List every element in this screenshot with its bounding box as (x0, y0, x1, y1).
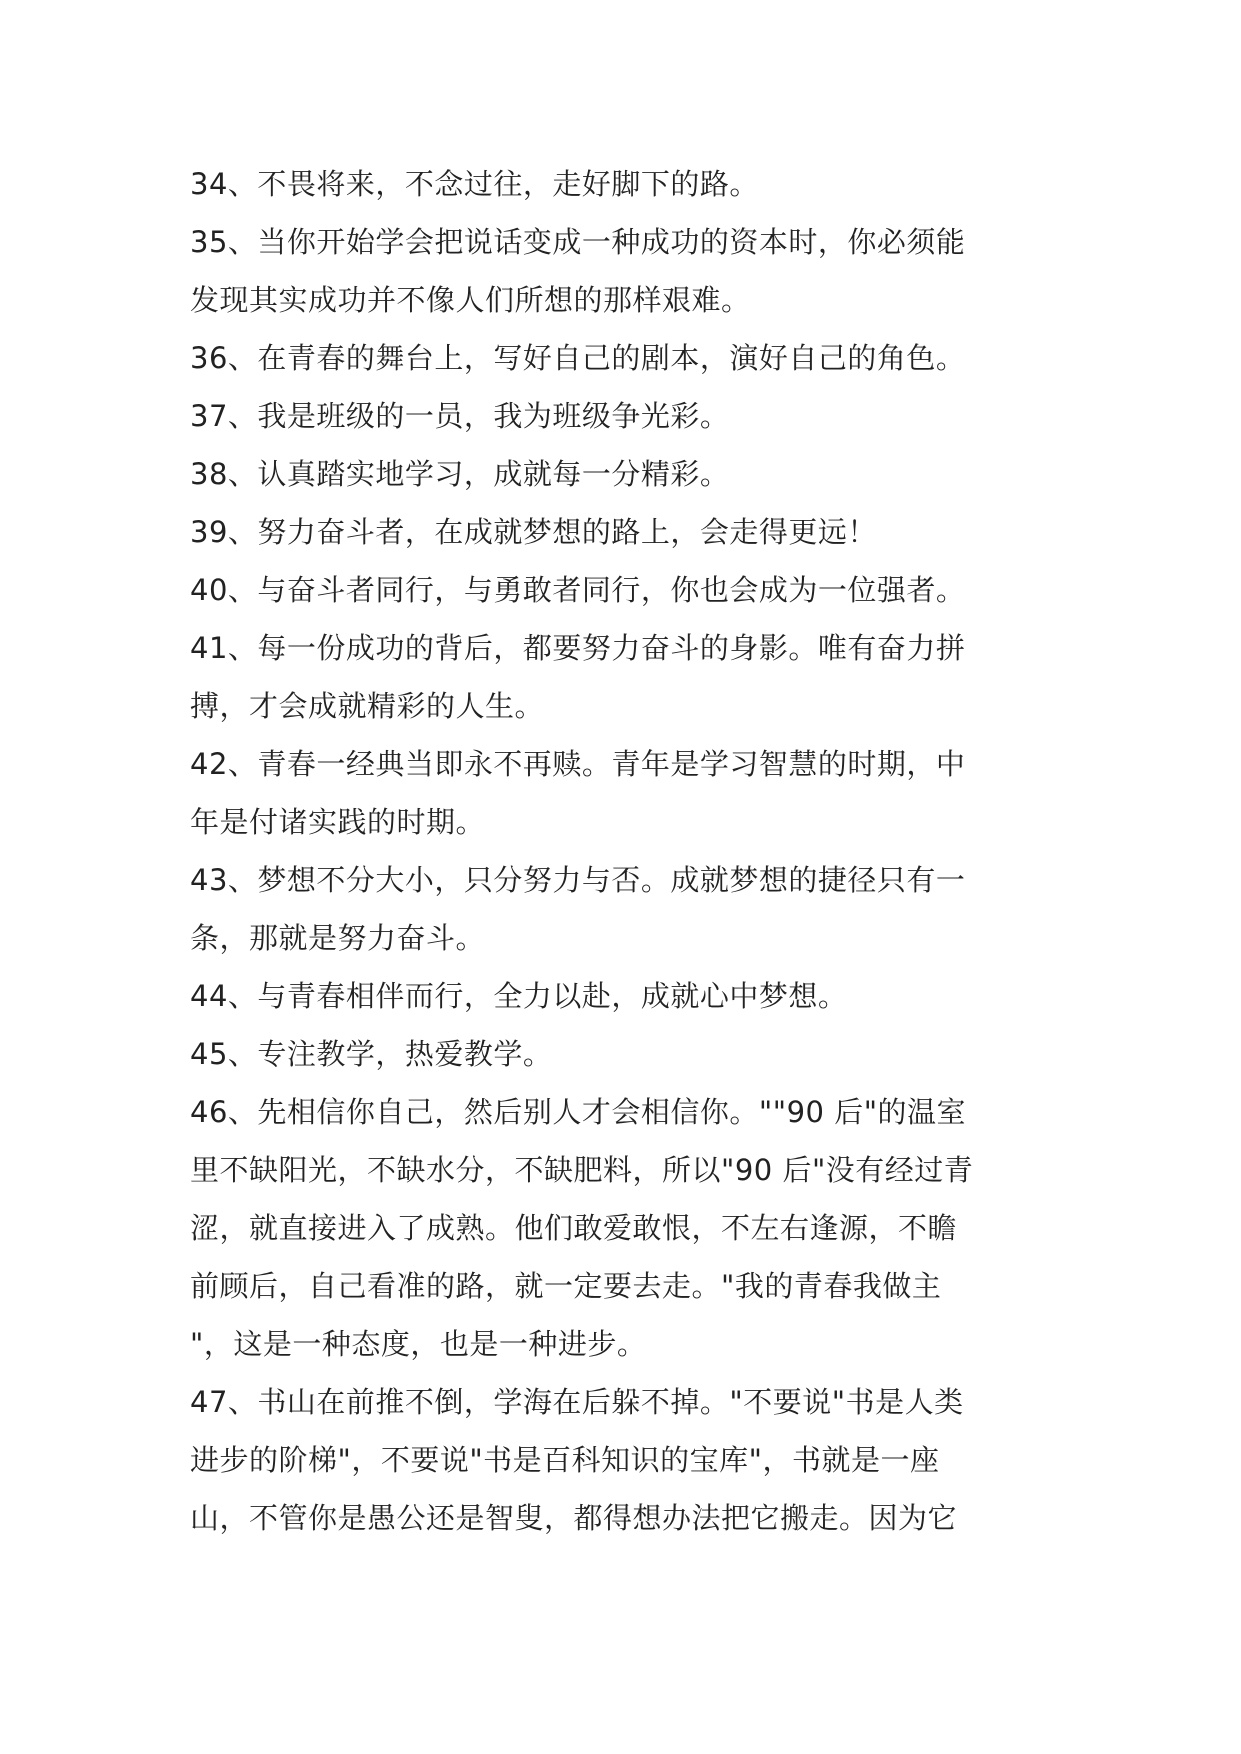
text-line: 42、青春一经典当即永不再赎。青年是学习智慧的时期，中 (190, 747, 966, 781)
text-line: 37、我是班级的一员，我为班级争光彩。 (190, 399, 730, 433)
text-line: "，这是一种态度，也是一种进步。 (190, 1327, 647, 1361)
text-line: 条，那就是努力奋斗。 (190, 921, 486, 955)
text-line: 41、每一份成功的背后，都要努力奋斗的身影。唯有奋力拼 (190, 631, 966, 665)
text-line: 39、努力奋斗者，在成就梦想的路上，会走得更远！ (190, 515, 877, 549)
text-line: 40、与奋斗者同行，与勇敢者同行，你也会成为一位强者。 (190, 573, 966, 607)
text-line: 发现其实成功并不像人们所想的那样艰难。 (190, 283, 751, 317)
text-line: 45、专注教学，热爱教学。 (190, 1037, 553, 1071)
text-line: 前顾后，自己看准的路，就一定要去走。"我的青春我做主 (190, 1269, 942, 1303)
document-body (190, 155, 1070, 1547)
text-line: 涩，就直接进入了成熟。他们敢爱敢恨，不左右逢源，不瞻 (190, 1211, 958, 1245)
text-line: 进步的阶梯"，不要说"书是百科知识的宝库"，书就是一座 (190, 1443, 940, 1477)
text-line: 年是付诸实践的时期。 (190, 805, 486, 839)
text-line: 46、先相信你自己，然后别人才会相信你。""90 后"的温室 (190, 1095, 967, 1129)
text-line: 34、不畏将来，不念过往，走好脚下的路。 (190, 167, 759, 201)
text-line: 搏，才会成就精彩的人生。 (190, 689, 545, 723)
text-line: 35、当你开始学会把说话变成一种成功的资本时，你必须能 (190, 225, 966, 259)
text-line: 44、与青春相伴而行，全力以赴，成就心中梦想。 (190, 979, 848, 1013)
text-line: 47、书山在前推不倒，学海在后躲不掉。"不要说"书是人类 (190, 1385, 964, 1419)
text-line: 山，不管你是愚公还是智叟，都得想办法把它搬走。因为它 (190, 1501, 958, 1535)
text-line: 里不缺阳光，不缺水分，不缺肥料，所以"90 后"没有经过青 (190, 1153, 974, 1187)
text-line: 38、认真踏实地学习，成就每一分精彩。 (190, 457, 730, 491)
text-line: 43、梦想不分大小，只分努力与否。成就梦想的捷径只有一 (190, 863, 966, 897)
text-line: 36、在青春的舞台上，写好自己的剧本，演好自己的角色。 (190, 341, 966, 375)
